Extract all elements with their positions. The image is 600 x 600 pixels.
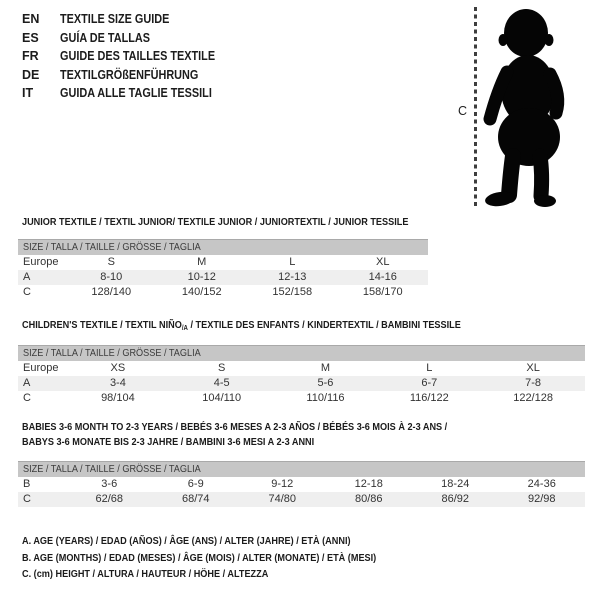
height-measure-label: C xyxy=(458,104,468,118)
height-measure-dashed-line xyxy=(474,7,477,207)
size-cell: L xyxy=(289,256,296,268)
row-label: Europe xyxy=(23,362,59,374)
language-title-list xyxy=(22,10,238,103)
height-cell: 104/110 xyxy=(202,392,242,404)
language-row-it xyxy=(22,84,238,103)
junior-size-table xyxy=(18,239,428,300)
size-cell: M xyxy=(197,256,207,268)
footnote-age-months xyxy=(22,550,429,567)
row-label: C xyxy=(18,492,66,507)
row-label: C xyxy=(23,392,31,404)
footnote-c-text: C. (cm) HEIGHT / ALTURA / HAUTEUR / HÖHE / ALTEZZA xyxy=(22,568,269,580)
legend-footnotes xyxy=(22,533,429,583)
language-row-de xyxy=(22,66,238,85)
size-header-label: SIZE / TALLA / TAILLE / GRÖSSE / TAGLIA xyxy=(23,347,201,359)
size-cell: L xyxy=(426,362,433,374)
children-title-post: / TEXTILE DES ENFANTS / KINDERTEXTIL / BAMBINI TESSILE xyxy=(187,319,461,331)
height-cell: 98/104 xyxy=(101,392,135,404)
height-cell: 62/68 xyxy=(66,492,153,507)
junior-section-title xyxy=(22,215,466,230)
height-cell: 92/98 xyxy=(499,492,586,507)
table-row xyxy=(18,477,585,492)
size-cell: XL xyxy=(376,256,390,268)
size-header-label: SIZE / TALLA / TAILLE / GRÖSSE / TAGLIA xyxy=(23,463,201,475)
row-label: B xyxy=(23,478,31,490)
size-cell: S xyxy=(218,362,226,374)
table-row xyxy=(18,285,428,300)
age-cell: 18-24 xyxy=(441,478,470,490)
height-cell: 86/92 xyxy=(412,492,499,507)
children-size-table xyxy=(18,345,585,406)
table-row xyxy=(18,391,585,406)
guide-title-fr: GUIDE DES TAILLES TEXTILE xyxy=(60,49,216,64)
age-cell: 3-6 xyxy=(101,478,118,490)
row-label: C xyxy=(23,286,31,298)
row-label: A xyxy=(18,376,66,391)
language-code: IT xyxy=(22,86,34,101)
footnote-age-years xyxy=(22,533,429,550)
guide-title-es: GUÍA DE TALLAS xyxy=(60,30,151,45)
table-row xyxy=(18,270,428,285)
table-row xyxy=(18,376,585,391)
size-cell: XS xyxy=(110,362,126,374)
height-cell: 158/170 xyxy=(362,286,403,298)
row-label: Europe xyxy=(23,256,59,268)
babies-section-title xyxy=(22,420,511,450)
height-cell: 110/116 xyxy=(306,392,345,404)
language-row-en xyxy=(22,10,238,29)
age-cell: 6-9 xyxy=(187,478,204,490)
guide-title-de: TEXTILGRÖßENFÜHRUNG xyxy=(60,67,199,82)
age-cell: 24-36 xyxy=(527,478,556,490)
age-cell: 7-8 xyxy=(481,376,585,391)
language-code: EN xyxy=(22,12,40,27)
row-label: A xyxy=(18,270,66,285)
language-row-es xyxy=(22,29,238,48)
height-cell: 116/122 xyxy=(409,392,449,404)
height-cell: 74/80 xyxy=(239,492,326,507)
guide-title-it: GUIDA ALLE TAGLIE TESSILI xyxy=(60,86,212,101)
language-row-fr xyxy=(22,47,238,66)
babies-size-table xyxy=(18,461,585,507)
height-cell: 122/128 xyxy=(513,392,553,404)
table-row xyxy=(18,255,428,270)
children-section-title xyxy=(22,318,526,336)
height-cell: 80/86 xyxy=(326,492,413,507)
size-cell: M xyxy=(320,362,331,374)
size-header-row xyxy=(18,346,585,362)
footnote-b-text: B. AGE (MONTHS) / EDAD (MESES) / ÂGE (MOIS) / ALTER (MONATE) / ETÀ (MESI) xyxy=(22,551,377,564)
table-row xyxy=(18,492,585,507)
height-cell: 128/140 xyxy=(91,286,132,298)
babies-title-line1: BABIES 3-6 MONTH TO 2-3 YEARS / BEBÉS 3-6 MESES A 2-3 AÑOS / BÉBÉS 3-6 MOIS À 2-3 ANS / xyxy=(22,421,448,433)
children-section-title-text xyxy=(22,318,461,336)
age-cell: 12-18 xyxy=(354,478,383,490)
table-row xyxy=(18,361,585,376)
size-header-label: SIZE / TALLA / TAILLE / GRÖSSE / TAGLIA xyxy=(23,241,201,253)
baby-silhouette-icon xyxy=(482,6,578,210)
language-code: FR xyxy=(22,49,39,64)
size-header-row xyxy=(18,462,585,478)
junior-section-title-text: JUNIOR TEXTILE / TEXTIL JUNIOR/ TEXTILE JUNIOR / JUNIORTEXTIL / JUNIOR TESSILE xyxy=(22,216,409,228)
size-cell: S xyxy=(107,256,115,268)
guide-title-en: TEXTILE SIZE GUIDE xyxy=(60,12,170,27)
age-cell: 5-6 xyxy=(274,376,378,391)
footnote-height-cm xyxy=(22,566,429,583)
footnote-a-text: A. AGE (YEARS) / EDAD (AÑOS) / ÂGE (ANS) / ALTER (JAHRE) / ETÀ (ANNI) xyxy=(22,535,351,547)
age-cell: 8-10 xyxy=(66,270,157,285)
age-cell: 3-4 xyxy=(66,376,170,391)
height-cell: 68/74 xyxy=(153,492,240,507)
children-title-sub: /A xyxy=(181,325,188,332)
age-cell: 4-5 xyxy=(170,376,274,391)
age-cell: 6-7 xyxy=(377,376,481,391)
size-cell: XL xyxy=(526,362,540,374)
language-code: ES xyxy=(22,30,39,45)
height-cell: 152/158 xyxy=(272,286,313,298)
language-code: DE xyxy=(22,67,40,82)
babies-title-line2: BABYS 3-6 MONATE BIS 2-3 JAHRE / BAMBINI 3-6 MESI A 2-3 ANNI xyxy=(22,436,315,448)
age-cell: 12-13 xyxy=(247,270,338,285)
size-header-row xyxy=(18,240,428,256)
age-cell: 14-16 xyxy=(338,270,429,285)
age-cell: 9-12 xyxy=(271,478,294,490)
children-title-pre: CHILDREN'S TEXTILE / TEXTIL NIÑO xyxy=(22,319,182,331)
height-cell: 140/152 xyxy=(181,286,222,298)
age-cell: 10-12 xyxy=(157,270,248,285)
